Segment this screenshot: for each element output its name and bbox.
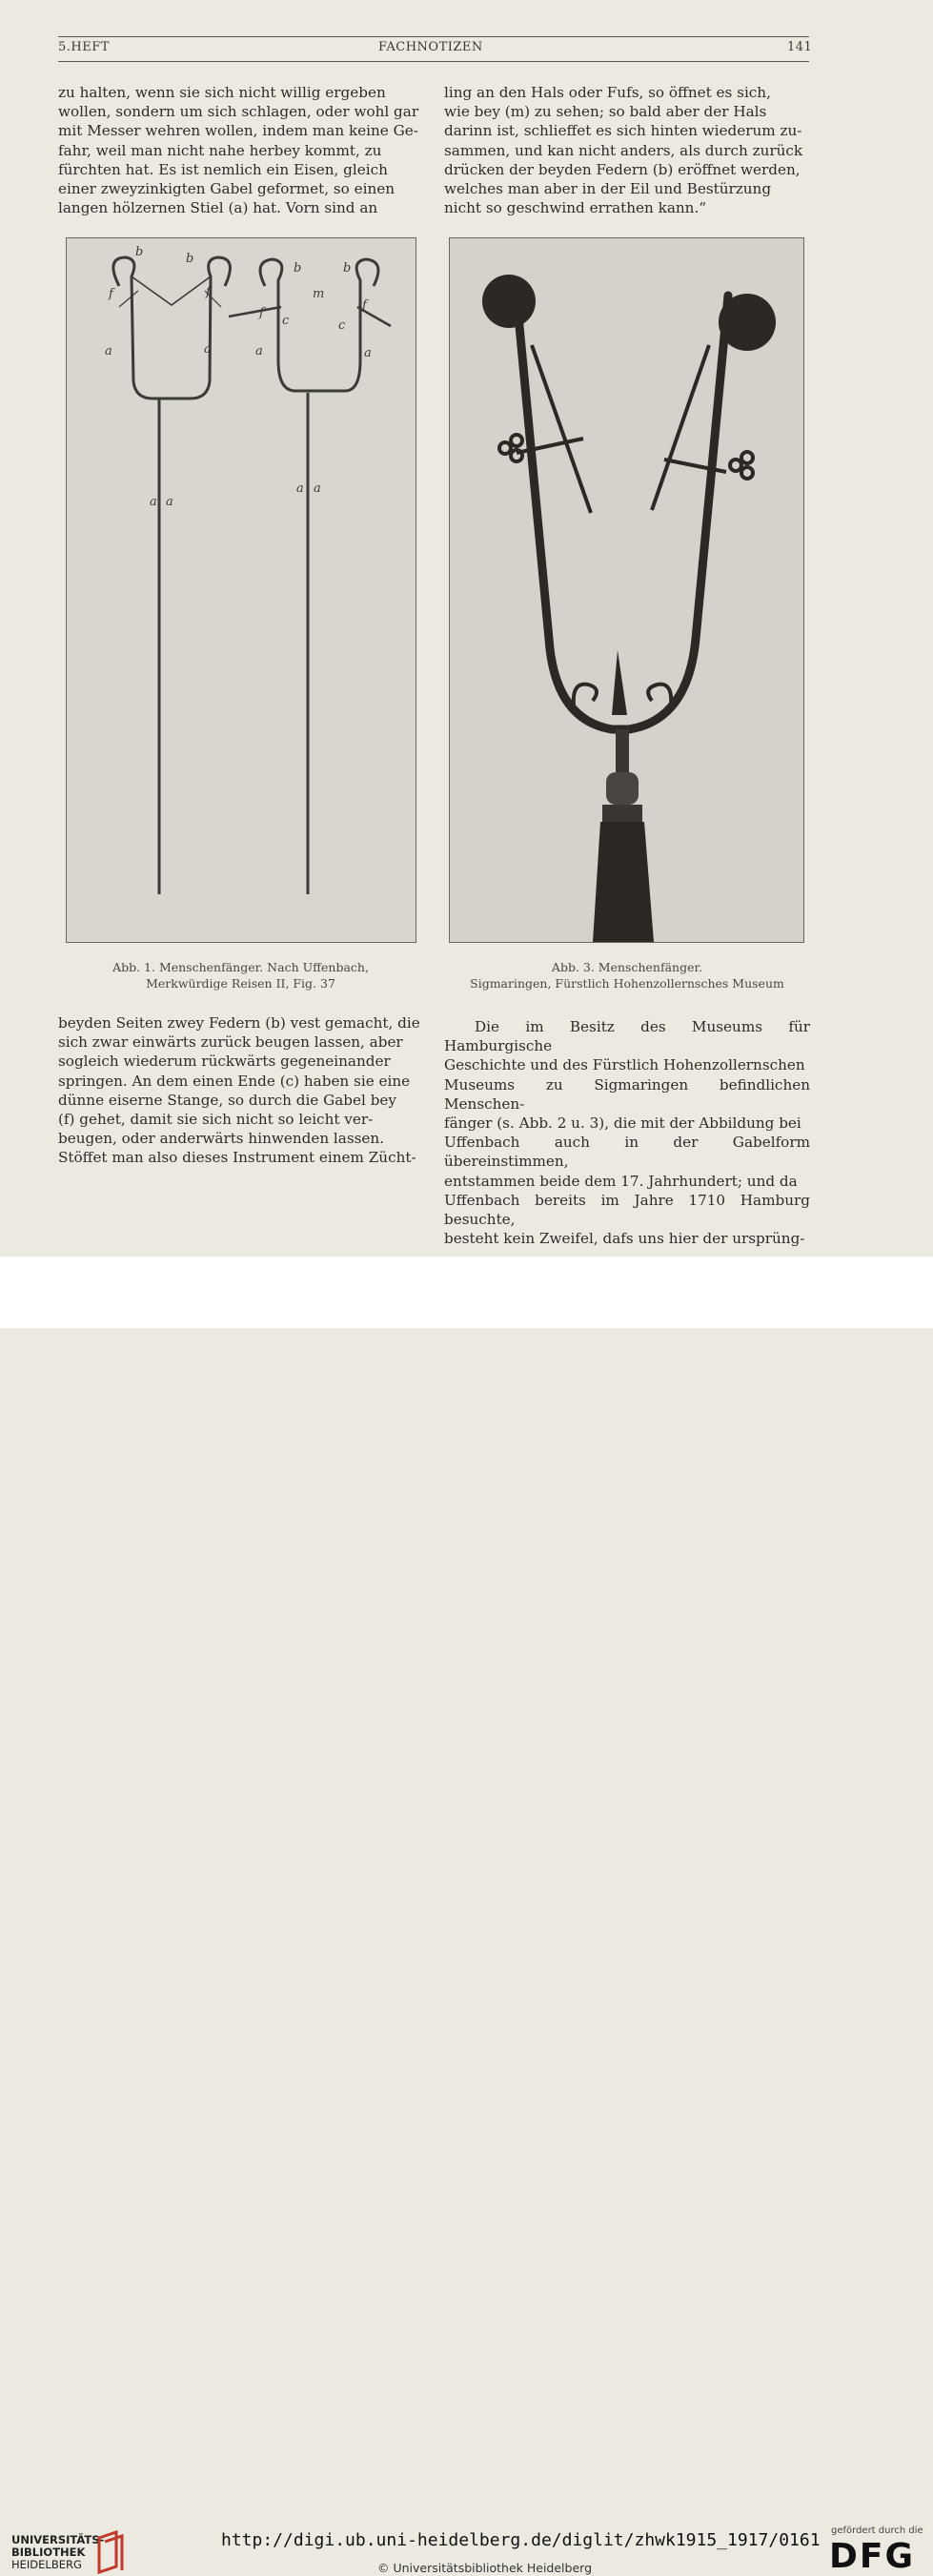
text-line: beyden Seiten zwey Federn (b) vest gemacht, die — [58, 1014, 420, 1032]
label-a: a — [204, 342, 212, 357]
text-line: sich zwar einwärts zurück beugen lassen, aber — [58, 1033, 403, 1052]
caption-line: Abb. 1. Menschenfänger. Nach Uffenbach, — [112, 960, 369, 974]
library-logo-text — [11, 2534, 104, 2571]
label-c: c — [282, 314, 290, 328]
header-rule-bottom — [58, 61, 809, 62]
label-m: m — [313, 287, 325, 301]
figure-1-frame — [66, 237, 416, 943]
text-line: nicht so geschwind errathen kann.“ — [444, 199, 707, 217]
library-name-line: BIBLIOTHEK — [11, 2545, 86, 2559]
figure-3-photo — [449, 237, 804, 943]
caption-line: Sigmaringen, Fürstlich Hohenzollernsches Museum — [470, 976, 784, 991]
label-b: b — [186, 252, 194, 266]
text-line: Stöffet man also dieses Instrument einem Zücht- — [58, 1149, 416, 1167]
library-name-line: UNIVERSITÄTS- — [11, 2533, 105, 2546]
text-column-bottom-right — [444, 1017, 810, 1248]
text-line: (f) gehet, damit sie sich nicht so leicht ver- — [58, 1111, 374, 1129]
label-a: a — [296, 481, 304, 496]
text-line: langen hölzernen Stiel (a) hat. Vorn sind an — [58, 199, 378, 217]
label-b: b — [135, 245, 144, 259]
label-a: a — [166, 495, 173, 509]
text-line: welches man aber in der Eil und Bestürzung — [444, 180, 772, 198]
header-issue: 5.HEFT — [58, 40, 110, 54]
text-line: wollen, sondern um sich schlagen, oder wohl gar — [58, 103, 419, 121]
caption-line: Abb. 3. Menschenfänger. — [551, 960, 703, 974]
label-a: a — [364, 346, 372, 360]
header-rule-top — [58, 36, 809, 37]
label-f: f — [362, 298, 367, 313]
dfg-logo: DFG — [829, 2537, 916, 2576]
label-f: f — [206, 285, 211, 299]
figure-3-image — [450, 238, 803, 942]
label-a: a — [150, 495, 157, 509]
text-line: besteht kein Zweifel, dafs uns hier der ursprüng- — [444, 1230, 805, 1248]
photo-scroll-left — [482, 275, 536, 328]
label-b: b — [294, 261, 302, 276]
text-line: zu halten, wenn sie sich nicht willig ergeben — [58, 84, 386, 101]
library-logo-icon — [93, 2528, 128, 2576]
text-line: sogleich wiederum rückwärts gegeneinander — [58, 1053, 391, 1071]
label-b: b — [343, 261, 352, 276]
text-line: fahr, weil man nicht nahe herbey kommt, zu — [58, 141, 382, 159]
figure-1-drawing — [67, 238, 416, 942]
left-springs — [132, 276, 211, 305]
text-line: darinn ist, schlieffet es sich hinten wiederum zu- — [444, 122, 802, 140]
label-c: c — [338, 318, 346, 333]
text-line: fänger (s. Abb. 2 u. 3), die mit der Abbildung bei — [444, 1114, 801, 1133]
figure-1-caption — [67, 959, 415, 992]
permalink-url[interactable]: http://digi.ub.uni-heidelberg.de/diglit/zhwk1915_1917/0161 — [221, 2530, 821, 2550]
text-line: fürchten hat. Es ist nemlich ein Eisen, gleich — [58, 160, 388, 178]
footer-bar — [0, 1257, 933, 2576]
text-line: Uffenbach auch in der Gabelform übereinstimmen, — [444, 1134, 810, 1171]
text-line: entstammen beide dem 17. Jahrhundert; und da — [444, 1172, 798, 1190]
label-a: a — [314, 481, 321, 496]
scanned-page — [0, 0, 933, 1257]
left-fork — [113, 257, 231, 399]
text-line: Uffenbach bereits im Jahre 1710 Hamburg besuchte, — [444, 1191, 810, 1229]
label-a: a — [255, 344, 263, 358]
copyright-text: © Universitätsbibliothek Heidelberg — [377, 2561, 593, 2575]
text-line: wie bey (m) zu sehen; so bald aber der Hals — [444, 103, 767, 121]
label-a: a — [105, 344, 112, 358]
text-line: mit Messer wehren wollen, indem man keine Ge- — [58, 122, 418, 140]
photo-scroll-right — [719, 294, 776, 351]
text-column-top-right — [444, 83, 810, 217]
text-line: ling an den Hals oder Fufs, so öffnet es sich, — [444, 84, 771, 101]
caption-line: Merkwürdige Reisen II, Fig. 37 — [146, 976, 335, 991]
header-section-title: FACHNOTIZEN — [378, 40, 483, 54]
figure-3-caption — [444, 959, 810, 992]
text-column-bottom-left — [58, 1013, 423, 1168]
text-line: drücken der beyden Federn (b) eröffnet werden, — [444, 160, 801, 178]
text-line: dünne eiserne Stange, so durch die Gabel bey — [58, 1091, 396, 1109]
label-f: f — [259, 306, 264, 320]
header-page-number: 141 — [787, 40, 813, 54]
text-line: beugen, oder anderwärts hinwenden lassen. — [58, 1130, 385, 1148]
text-line: sammen, und kan nicht anders, als durch zurück — [444, 141, 803, 159]
library-name-line: HEIDELBERG — [11, 2558, 82, 2571]
label-f: f — [109, 287, 113, 301]
text-line: Geschichte und des Fürstlich Hohenzollernschen — [444, 1056, 805, 1074]
text-line: einer zweyzinkigten Gabel geformet, so einen — [58, 180, 396, 198]
photo-fork — [517, 296, 728, 729]
right-fork — [260, 259, 378, 391]
text-line: Die im Besitz des Museums für Hamburgische — [444, 1018, 810, 1055]
funding-note: gefördert durch die — [831, 2525, 923, 2536]
text-line: springen. An dem einen Ende (c) haben sie eine — [58, 1072, 411, 1090]
photo-handle — [593, 822, 654, 942]
text-line: Museums zu Sigmaringen befindlichen Menschen- — [444, 1075, 810, 1113]
text-column-top-left — [58, 83, 423, 217]
